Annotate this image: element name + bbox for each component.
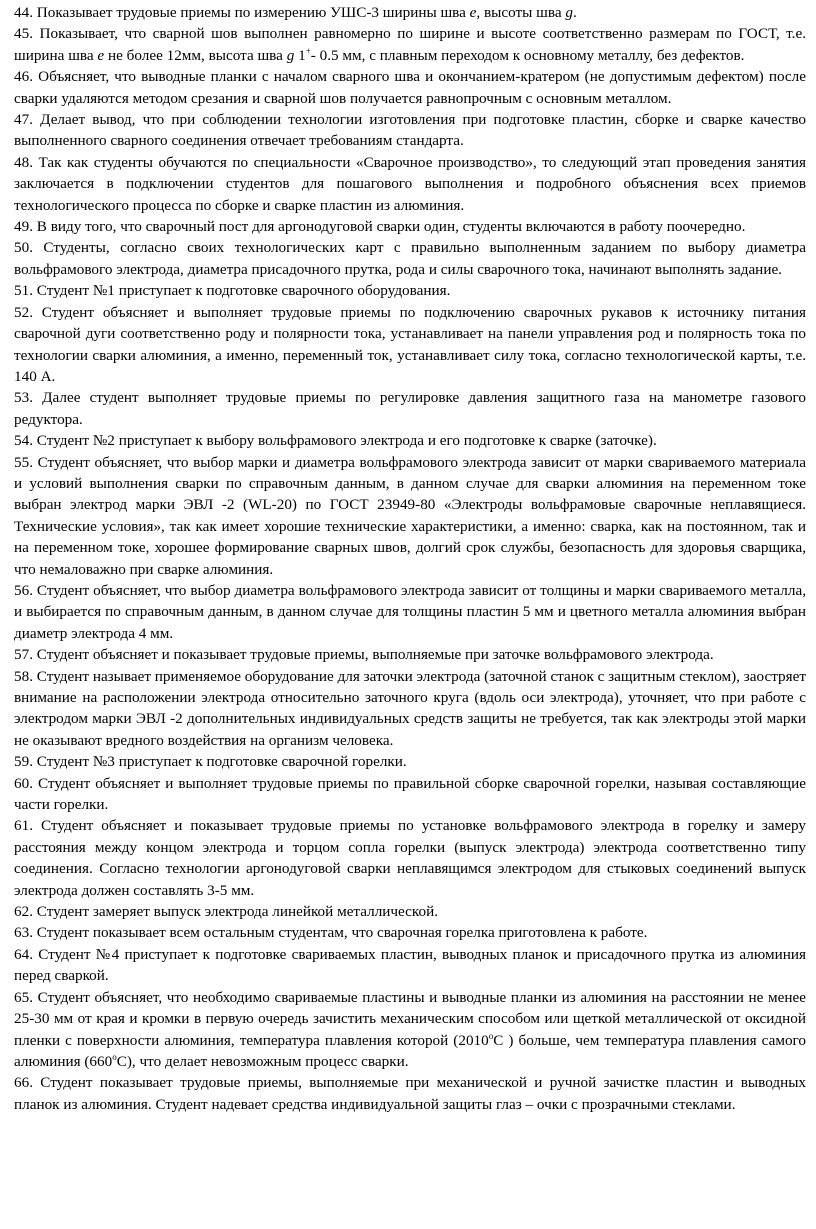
paragraph-number: 63. <box>14 924 33 942</box>
paragraph-text: Студент объясняет и выполняет трудовые приемы по подключению сварочных рукавов к источнику питания сварочной дуги соответственно роду и полярности тока, устанавливает на панели управления род и полярность тока по технологии сварки алюминия, а именно, переменный ток, устанавливает силу тока, согласно технологической карты, т.е. 140 А. <box>14 303 806 385</box>
paragraph-61 <box>14 815 806 901</box>
paragraph-65 <box>14 987 806 1073</box>
paragraph-number: 60. <box>14 774 33 792</box>
paragraph-text: Объясняет, что выводные планки с началом сварного шва и окончанием-кратером (не допустимым дефектом) после сварки удаляются методом срезания и сварной шов получается равнопрочным с основным металлом. <box>14 68 806 107</box>
italic-symbol: е <box>97 46 105 64</box>
paragraph-number: 49. <box>14 218 33 236</box>
paragraph-text: , высоты шва <box>476 4 566 21</box>
paragraph-49 <box>14 216 806 237</box>
paragraph-number: 57. <box>14 646 33 664</box>
paragraph-text: Студент объясняет и выполняет трудовые приемы по правильной сборке сварочной горелки, называя составляющие части горелки. <box>14 774 806 814</box>
paragraph-52 <box>14 302 806 388</box>
paragraph-45 <box>14 23 806 66</box>
paragraph-50 <box>14 237 806 280</box>
paragraph-text: Студент №1 приступает к подготовке сварочного оборудования. <box>32 282 451 300</box>
paragraph-57 <box>14 644 806 665</box>
paragraph-number: 58. <box>14 667 33 685</box>
paragraph-text: Студент объясняет, что выбор диаметра вольфрамового электрода зависит от толщины и марки свариваемого металла, и выбирается по справочным данным, в данном случае для толщины пластин 5 мм и цветного металла алюминия выбран диаметр электрода 4 мм. <box>14 581 806 642</box>
paragraph-number: 65. <box>14 988 33 1006</box>
paragraph-text: Показывает, что сварной шов выполнен равномерно по ширине и высоте соответственно размерам по ГОСТ, т.е. ширина шва <box>14 25 806 64</box>
paragraph-number: 51. <box>14 282 33 300</box>
paragraph-62 <box>14 901 806 922</box>
paragraph-number: 56. <box>14 581 33 599</box>
italic-symbol: g <box>286 46 295 64</box>
superscript-text: о <box>112 1051 117 1062</box>
paragraph-text: Студент объясняет, что выбор марки и диаметра вольфрамового электрода зависит от марки свариваемого материала и условий выполнения сварки по справочным данным, в данном случае для сварки алюминия на переменном токе выбран электрод марки ЭВЛ -2 (WL-20) по ГОСТ 23949-80 «Электроды вольфрамовые сварочные неплавящиеся. Технические условия», так как имеет хорошие технические характеристики, а именно: сварка, как на постоянном, так и на переменном токе, хорошее формирование сварных швов, долгий срок службы, безопасность для здоровья сварщика, что немаловажно при сварке алюминия. <box>14 453 806 578</box>
paragraph-text: Студент объясняет и показывает трудовые приемы, выполняемые при заточке вольфрамового электрода. <box>32 646 714 664</box>
paragraph-51 <box>14 280 806 301</box>
paragraph-53 <box>14 387 806 430</box>
paragraph-56 <box>14 580 806 644</box>
paragraph-number: 59. <box>14 753 33 771</box>
superscript-text: о <box>488 1030 494 1041</box>
paragraph-text: С), что делает невозможным процесс сварки. <box>116 1052 409 1070</box>
paragraph-number: 46. <box>14 68 33 86</box>
paragraph-58 <box>14 666 806 752</box>
paragraph-text: не более 12мм, высота шва <box>104 46 287 64</box>
paragraph-number: 53. <box>14 389 33 407</box>
paragraph-text: Студент называет применяемое оборудование для заточки электрода (заточной станок с защитным стеклом), заостряет внимание на расположении электрода относительно заточного круга (вдоль оси электрода), уточняет, что при работе с электродом марки ЭВЛ -2 дополнительных индивидуальных средств защиты не требуется, так как электроды этой марки не оказывают вредного воздействия на организм человека. <box>14 667 807 749</box>
paragraph-54 <box>14 430 806 451</box>
paragraph-number: 66. <box>14 1074 33 1092</box>
paragraph-text: Студент объясняет, что необходимо свариваемые пластины и выводные планки из алюминия на расстоянии не менее 25-30 мм от края и кромки в первую очередь зачистить механическим способом или щеткой металлической от оксидной пленки с поверхности алюминия, температура плавления которой (2010 <box>14 988 806 1049</box>
paragraph-text: Студент №4 приступает к подготовке свариваемых пластин, выводных планок и присадочного прутка из алюминия перед сваркой. <box>14 945 806 985</box>
paragraph-number: 54. <box>14 432 33 450</box>
italic-symbol: е <box>469 4 477 21</box>
paragraph-text: Показывает трудовые приемы по измерению УШС-3 ширины шва <box>32 4 470 21</box>
paragraph-63 <box>14 922 806 943</box>
paragraph-text: - 0.5 мм, с плавным переходом к основному металлу, без дефектов. <box>310 46 745 64</box>
paragraph-text: 1 <box>294 46 306 64</box>
paragraph-number: 61. <box>14 817 33 835</box>
paragraph-text: Студент замеряет выпуск электрода линейкой металлической. <box>32 903 439 921</box>
paragraph-66 <box>14 1072 806 1115</box>
paragraph-48 <box>14 152 806 216</box>
paragraph-text: Делает вывод, что при соблюдении технологии изготовления при подготовке пластин, сборке и сварке качество выполненного сварного соединения отвечает требованиям стандарта. <box>14 111 806 150</box>
paragraph-number: 64. <box>14 945 33 963</box>
paragraph-64 <box>14 944 806 987</box>
italic-symbol: g <box>565 4 573 21</box>
superscript-text: + <box>305 45 311 56</box>
paragraph-text: В виду того, что сварочный пост для аргонодуговой сварки один, студенты включаются в работу поочередно. <box>32 218 746 236</box>
paragraph-number: 62. <box>14 903 33 921</box>
paragraph-47 <box>14 109 806 152</box>
paragraph-text: Студент показывает всем остальным студентам, что сварочная горелка приготовлена к работе. <box>32 924 648 942</box>
document-page <box>14 2 806 1115</box>
paragraph-60 <box>14 773 806 816</box>
paragraph-number: 55. <box>14 453 33 471</box>
paragraph-59 <box>14 751 806 772</box>
paragraph-text: С ) больше, чем температура плавления самого алюминия (660 <box>14 1031 806 1070</box>
paragraph-text: Далее студент выполняет трудовые приемы по регулировке давления защитного газа на манометре газового редуктора. <box>14 389 806 428</box>
paragraph-number: 48. <box>14 153 33 171</box>
paragraph-text: Студент №3 приступает к подготовке сварочной горелки. <box>32 753 407 771</box>
paragraph-44 <box>14 2 806 23</box>
paragraph-text: Так как студенты обучаются по специальности «Сварочное производство», то следующий этап проведения занятия заключается в подключении студентов для пошагового выполнения и подробного объяснения всех приемов технологического процесса по сборке и сварке пластин из алюминия. <box>14 153 806 214</box>
paragraph-text: . <box>572 4 577 21</box>
paragraph-text: Студенты, согласно своих технологических карт с правильно выполненным заданием по выбору диаметра вольфрамового электрода, диаметра присадочного прутка, рода и силы сварочного тока, начинают выполнять задание. <box>14 239 806 278</box>
paragraph-number: 44. <box>14 4 33 21</box>
paragraph-number: 50. <box>14 239 33 257</box>
paragraph-55 <box>14 452 806 580</box>
paragraph-number: 47. <box>14 111 33 129</box>
paragraph-number: 52. <box>14 303 33 321</box>
paragraph-number: 45. <box>14 25 33 43</box>
paragraph-text: Студент №2 приступает к выбору вольфрамового электрода и его подготовке к сварке (заточке). <box>32 432 657 450</box>
paragraph-text: Студент показывает трудовые приемы, выполняемые при механической и ручной зачистке пластин и выводных планок из алюминия. Студент надевает средства индивидуальной защиты глаз – очки с прозрачными стеклами. <box>14 1074 806 1113</box>
paragraph-46 <box>14 66 806 109</box>
paragraph-text: Студент объясняет и показывает трудовые приемы по установке вольфрамового электрода в горелку и замеру расстояния между концом электрода и торцом сопла горелки (выпуск электрода) электрода соответственно типу соединения. Согласно технологии аргонодуговой сварки неплавящимся электродом для стыковых соединений выпуск электрода должен составлять 3-5 мм. <box>14 817 806 899</box>
